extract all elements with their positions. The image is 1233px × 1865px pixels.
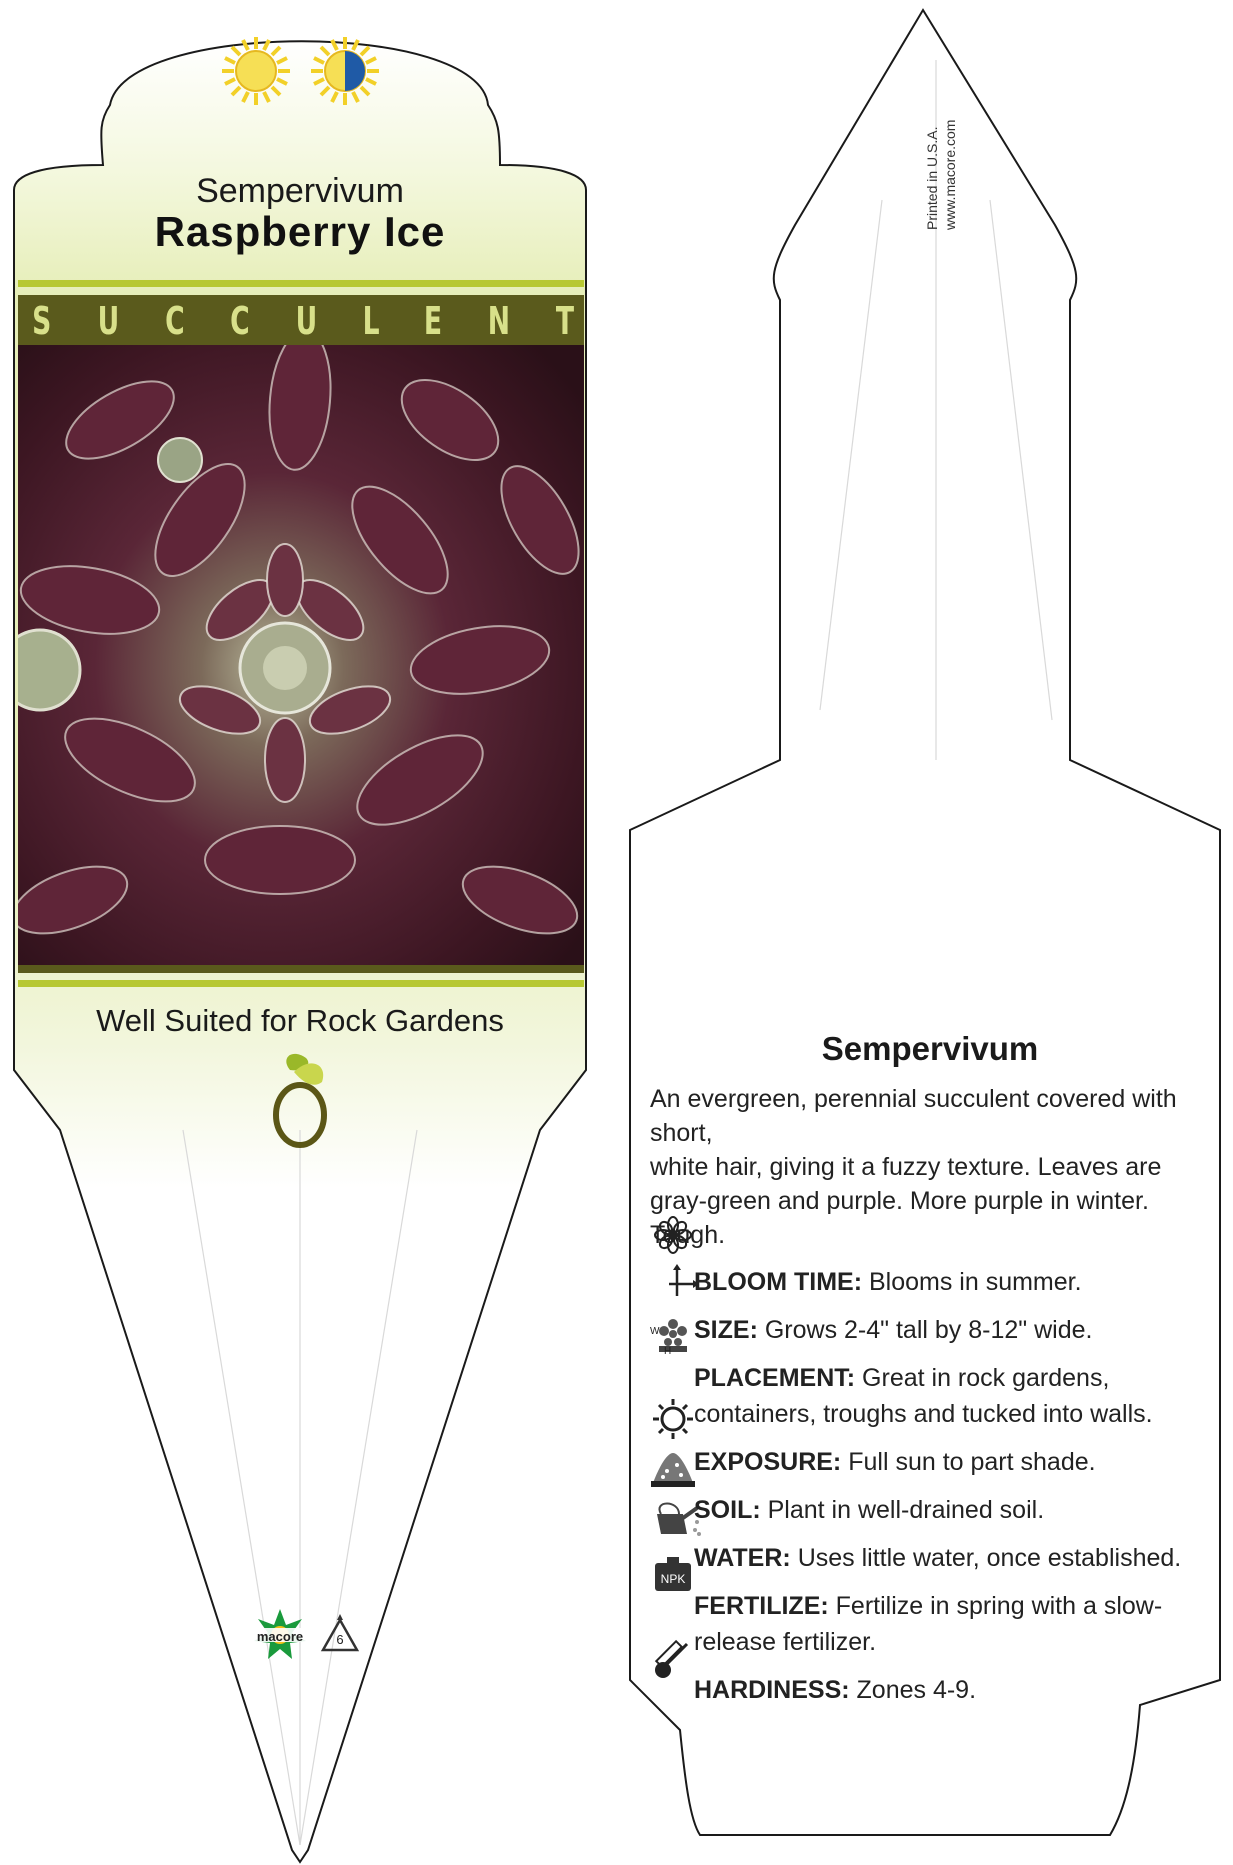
recycle-code: 6 xyxy=(336,1632,344,1647)
soil-icon-slot xyxy=(650,1492,688,1528)
category-letter: E xyxy=(423,299,443,343)
care-label: WATER: xyxy=(694,1544,791,1572)
category-letter: L xyxy=(362,299,380,343)
printed-line: Printed in U.S.A. xyxy=(924,126,940,230)
description xyxy=(650,1082,1210,1252)
care-label: EXPOSURE: xyxy=(694,1448,842,1476)
website-line: www.macore.com xyxy=(942,119,958,230)
care-row-water xyxy=(650,1540,1210,1576)
care-row-hardiness xyxy=(650,1672,1210,1708)
care-text: Full sun to part shade. xyxy=(841,1448,1096,1476)
description-line: An evergreen, perennial succulent covered with short, xyxy=(650,1085,1177,1147)
category-letter: T xyxy=(555,299,575,343)
care-text: Plant in well-drained soil. xyxy=(760,1496,1045,1524)
care-label: PLACEMENT: xyxy=(694,1364,856,1392)
category-letter: N xyxy=(487,299,511,343)
care-text: Uses little water, once established. xyxy=(790,1544,1182,1572)
category-letter: C xyxy=(229,299,250,343)
full-sun-icon xyxy=(222,37,290,105)
back-title: Sempervivum xyxy=(821,1030,1039,1067)
care-row-exposure xyxy=(650,1444,1210,1480)
care-text: Blooms in summer. xyxy=(862,1268,1082,1296)
care-row-fertilize xyxy=(650,1588,1210,1660)
part-shade-icon xyxy=(311,37,379,105)
size-w-letter: W xyxy=(650,1326,660,1337)
bottom-stripe xyxy=(18,980,584,987)
size-h-letter: H xyxy=(664,1346,672,1357)
printed-note xyxy=(910,95,958,235)
category-letter: U xyxy=(97,299,119,343)
care-row-bloom xyxy=(650,1264,1210,1300)
care-text: Fertilize in spring with a slow-release fertilizer. xyxy=(694,1592,1163,1656)
care-text: Zones 4-9. xyxy=(849,1676,977,1704)
tagline: Well Suited for Rock Gardens xyxy=(96,1003,504,1038)
brand-name: macore xyxy=(256,1629,304,1644)
hardiness-icon-slot xyxy=(650,1672,688,1708)
bloom-icon-slot xyxy=(650,1264,688,1300)
care-text: Great in rock gardens, containers, troughs and tucked into walls. xyxy=(694,1364,1153,1428)
category-letter: S xyxy=(32,299,52,343)
category-label xyxy=(18,300,588,342)
top-stripe xyxy=(18,280,584,287)
size-icon-slot xyxy=(650,1312,688,1357)
category-letter: C xyxy=(164,299,185,343)
common-name: Sempervivum xyxy=(196,172,404,210)
care-label: SIZE: xyxy=(694,1316,758,1344)
npk-text: NPK xyxy=(660,1572,686,1586)
care-label: SOIL: xyxy=(694,1496,761,1524)
care-label: HARDINESS: xyxy=(694,1676,850,1704)
fertilize-icon-slot xyxy=(650,1588,688,1624)
care-row-placement xyxy=(650,1360,1210,1432)
category-letter: U xyxy=(295,299,317,343)
description-line: white hair, giving it a fuzzy texture. Leaves are xyxy=(650,1153,1162,1181)
cultivar-name: Raspberry Ice xyxy=(154,208,446,255)
water-icon-slot xyxy=(650,1540,688,1576)
photo-bottom-band xyxy=(18,965,584,973)
care-panel xyxy=(650,1030,1210,1708)
care-row-size xyxy=(650,1312,1210,1357)
care-label: FERTILIZE: xyxy=(694,1592,829,1620)
care-text: Grows 2-4" tall by 8-12" wide. xyxy=(757,1316,1093,1344)
exposure-icon-slot xyxy=(650,1444,688,1480)
care-row-soil xyxy=(650,1492,1210,1528)
description-line: gray-green and purple. More purple in winter. Tough. xyxy=(650,1187,1149,1249)
plant-photo xyxy=(0,328,594,965)
care-label: BLOOM TIME: xyxy=(694,1268,863,1296)
